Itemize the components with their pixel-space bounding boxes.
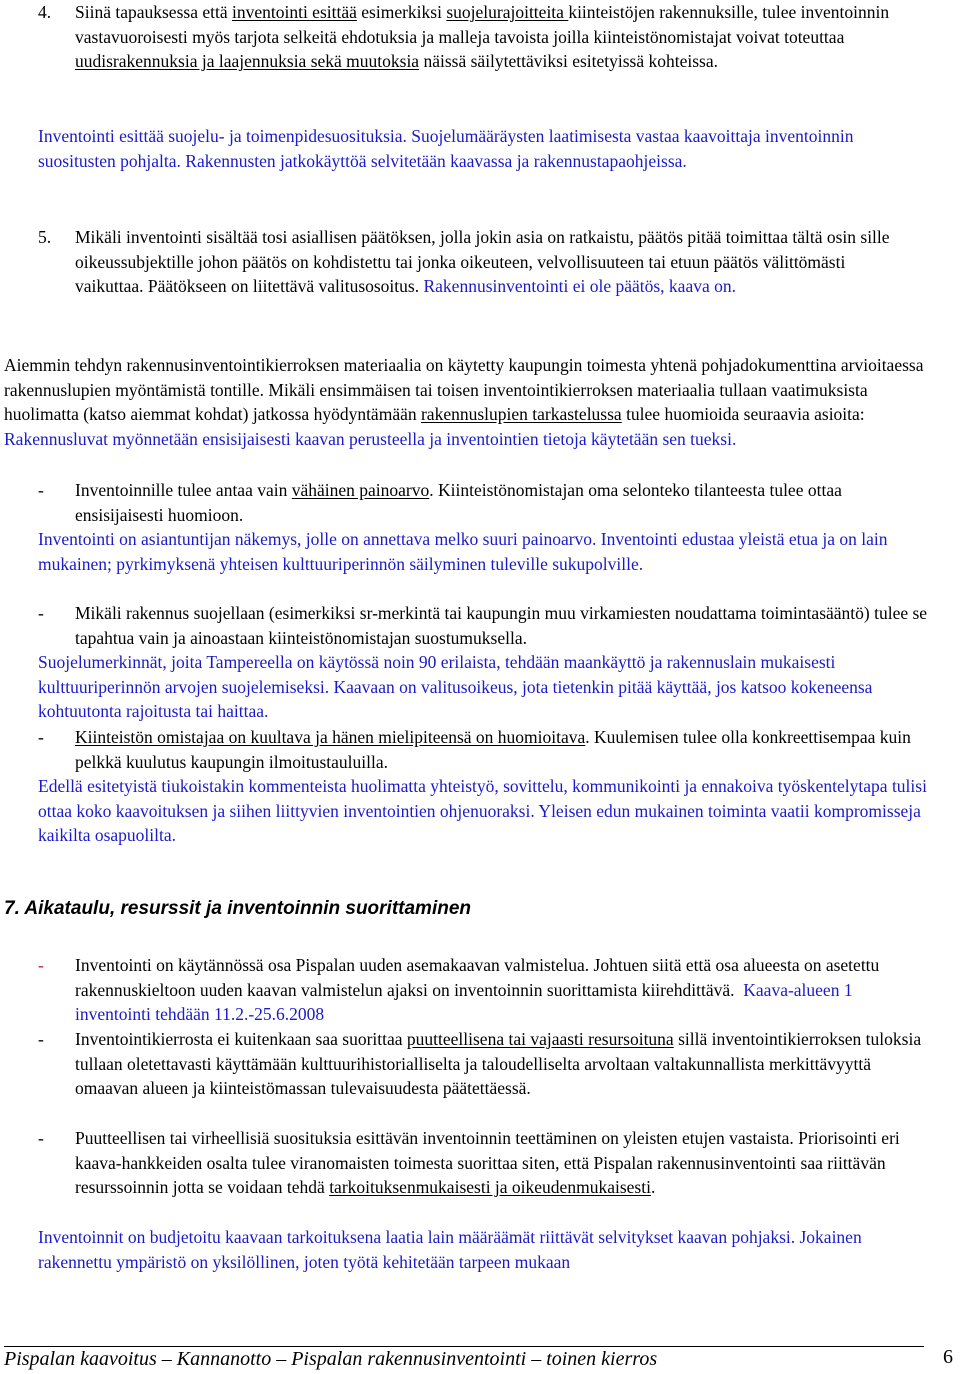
underlined-phrase: vähäinen painoarvo bbox=[291, 480, 430, 500]
item-5 bbox=[38, 225, 918, 299]
bullet-item: - Inventoinnille tulee antaa vain vähäinen painoarvo. Kiinteistönomistajan oma selonteko tilanteesta tulee ottaa ensisijaisesti huomioon. Inventointi on asiantuntijan näkemys, jolle on annettava melko suuri painoarvo. Inventointi edustaa yleistä etua ja on lain mukainen; pyrkimyksenä yhteisen kulttuuriperinnön säilyminen tuleville sukupolville. bbox=[38, 478, 928, 576]
footer-text: Pispalan kaavoitus – Kannanotto – Pispalan rakennusinventointi – toinen kierros bbox=[4, 1348, 658, 1370]
bullet-reply: Edellä esitetyistä tiukoistakin kommenteista huolimatta yhteistyö, sovittelu, kommunikointi ja ennakoiva työskentelytapa tulisi ottaa koko kaavoituksen ja siihen liittyvien inventointien ohjenuoraksi. Yleisen edun mukainen toiminta vaatii kompromisseja kaikilta osapuolilta. bbox=[38, 776, 927, 846]
underlined-phrase: uudisrakennuksia ja laajennuksia sekä muutoksia bbox=[75, 51, 420, 72]
section-heading: 7. Aikataulu, resurssit ja inventoinnin suorittaminen bbox=[4, 898, 472, 919]
underlined-phrase: puutteellisena tai vajaasti resursoituna bbox=[406, 1029, 674, 1049]
underlined-phrase: tarkoituksenmukaisesti ja oikeudenmukaisesti bbox=[329, 1177, 651, 1198]
item-4-text: Siinä tapauksessa että inventointi esittää esimerkiksi suojelurajoitteita kiinteistöjen rakennuksille, tulee inventoinnin vastavuoroisesti myös tarjota selkeitä ehdotuksia ja malleja tavoista joilla kiinteistönomistajat voivat toteuttaa uudisrakennuksia ja laajennuksia sekä muutoksia näissä säilytettäviksi esitetyissä kohteissa. bbox=[75, 2, 890, 72]
item-4 bbox=[38, 0, 918, 74]
item-5-reply: Rakennusinventointi ei ole päätös, kaava on. bbox=[423, 276, 736, 297]
dash-bullet: - bbox=[38, 480, 44, 500]
underlined-phrase: inventointi esittää bbox=[231, 2, 357, 22]
paragraph-reply: Rakennusluvat myönnetään ensisijaisesti kaavan perusteella ja inventointien tietoja käytetään sen tueksi. bbox=[4, 428, 737, 449]
dash-bullet: - bbox=[38, 1029, 44, 1049]
item-5-number: 5. bbox=[38, 227, 52, 247]
main-paragraph: Aiemmin tehdyn rakennusinventointikierroksen materiaalia on käytetty kaupungin toimesta yhtenä pohjadokumenttina arvioitaessa rakennuslupien myöntämistä tontille. Mikäli ensimmäisen tai toisen inventointikierroksen materiaalia tullaan vaatimuksista huolimatta (katso aiemmat kohdat) jatkossa hyödyntämään rakennuslupien tarkastelussa tulee huomioida seuraavia asioita: Rakennusluvat myönnetään ensisijaisesti kaavan perusteella ja inventointien tietoja käytetään sen tueksi. bbox=[4, 353, 924, 451]
bullet-item: - Inventointi on käytännössä osa Pispalan uuden asemakaavan valmistelua. Johtuen siitä että osa alueesta on asetettu rakennuskieltoon uuden kaavan valmistelun ajaksi on inventoinnin suorittamista kiirehdittävä. Kaava-alueen 1 inventointi tehdään 11.2.-25.6.2008 bbox=[38, 955, 880, 1025]
section-7-reply: Inventoinnit on budjetoitu kaavaan tarkoituksena laatia lain määräämät riittävät selvitykset kaavan pohjaksi. Jokainen rakennettu ympäristö on yksilöllinen, joten työtä kehitetään tarpeen mukaan bbox=[38, 1227, 862, 1272]
underlined-phrase: rakennuslupien tarkastelussa bbox=[420, 404, 622, 425]
footer-divider bbox=[4, 1346, 924, 1347]
dash-bullet: - bbox=[38, 955, 44, 975]
bullet-item: - Mikäli rakennus suojellaan (esimerkiksi sr-merkintä tai kaupungin muu virkamiesten noudattama toimintasääntö) tulee se tapahtua vain ja ainoastaan kiinteistönomistajan suostumuksella. Suojelumerkinnät, joita Tampereella on käytössä noin 90 erilaista, tehdään maankäyttö ja rakennuslain mukaisesti kulttuuriperinnön arvojen suojelemiseksi. Kaavaan on valitusoikeus, jota tietenkin pitää käyttää, jos katsoo kokeneensa kohtuutonta rajoitusta tai haittaa. bbox=[38, 601, 928, 724]
item-5-text: Mikäli inventointi sisältää tosi asiallisen päätöksen, jolla jokin asia on ratkaistu, päätös pitää toimittaa tältä osin sille oikeussubjektille johon päätös on kohdistettu tai jonka oikeuteen, velvollisuuteen tai etuun päätös välittömästi vaikuttaa. Päätökseen on liitettävä valitusosoitus. bbox=[75, 227, 890, 297]
page-number: 6 bbox=[943, 1346, 953, 1368]
dash-bullet: - bbox=[38, 1128, 44, 1148]
dash-bullet: - bbox=[38, 603, 44, 623]
bullet-reply: Kaava-alueen 1 inventointi tehdään 11.2.-25.6.2008 bbox=[75, 979, 853, 1025]
underlined-phrase: Kiinteistön omistajaa on kuultava ja hänen mielipiteensä on huomioitava bbox=[75, 727, 586, 747]
bullet-item: - Puutteellisen tai virheellisiä suosituksia esittävän inventoinnin teettäminen on yleisten etujen vastaista. Priorisointi eri kaava-hankkeiden osalta tulee viranomaisten toimesta suorittaa siten, että Pispalan rakennusinventointi saa riittävän resurssoinnin jotta se voidaan tehdä tarkoituksenmukaisesti ja oikeudenmukaisesti. bbox=[38, 1128, 900, 1198]
bullet-reply: Inventointi on asiantuntijan näkemys, jolle on annettava melko suuri painoarvo. Inventointi edustaa yleistä etua ja on lain mukainen; pyrkimyksenä yhteisen kulttuuriperinnön säilyminen tuleville sukupolville. bbox=[38, 529, 888, 574]
item-4-reply: Inventointi esittää suojelu- ja toimenpidesuosituksia. Suojelumääräysten laatimisesta vastaa kaavoittaja inventoinnin suositusten pohjalta. Rakennusten jatkokäyttöä selvitetään kaavassa ja rakennustapaohjeissa. bbox=[38, 126, 854, 171]
bullet-item: - Inventointikierrosta ei kuitenkaan saa suorittaa puutteellisena tai vajaasti resursoituna sillä inventointikierroksen tuloksia tullaan oletettavasti käyttämään kulttuurihistorialliselta ja taloudelliselta arvoltaan valtakunnallista merkittävyyttä omaavan alueen ja kiinteistömassan tulevaisuudesta päätettäessä. bbox=[38, 1029, 922, 1099]
underlined-phrase: suojelurajoitteita bbox=[446, 2, 569, 22]
bullet-reply: Suojelumerkinnät, joita Tampereella on käytössä noin 90 erilaista, tehdään maankäyttö ja rakennuslain mukaisesti kulttuuriperinnön arvojen suojelemiseksi. Kaavaan on valitusoikeus, jota tietenkin pitää käyttää, jos katsoo kokeneensa kohtuutonta rajoitusta tai haittaa. bbox=[38, 652, 873, 722]
dash-bullet: - bbox=[38, 727, 44, 747]
bullet-item: - Kiinteistön omistajaa on kuultava ja hänen mielipiteensä on huomioitava. Kuulemisen tulee olla konkreettisempaa kuin pelkkä kuulutus kaupungin ilmoitustauluilla. Edellä esitetyistä tiukoistakin kommenteista huolimatta yhteistyö, sovittelu, kommunikointi ja ennakoiva työskentelytapa tulisi ottaa koko kaavoituksen ja siihen liittyvien inventointien ohjenuoraksi. Yleisen edun mukainen toiminta vaatii kompromisseja kaikilta osapuolilta. bbox=[38, 725, 928, 848]
item-4-number: 4. bbox=[38, 2, 52, 22]
